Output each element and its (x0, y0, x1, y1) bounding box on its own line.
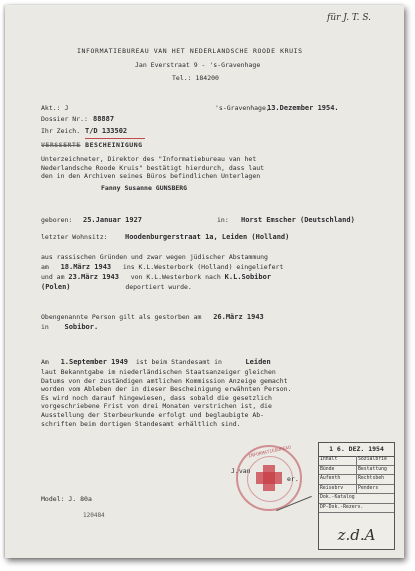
stamp-row: Reisebrv Penders (319, 485, 394, 495)
registry-am: Am (41, 358, 49, 366)
heading-struck: VERSSERTE (41, 141, 81, 149)
receipt-stamp (318, 442, 395, 550)
model-label: Model: J. 80a (41, 495, 92, 503)
handwritten-note: für J. T. S. (327, 13, 372, 23)
certificate-document (5, 5, 404, 558)
deport-date-1: 18.März 1943 (60, 263, 112, 271)
deport-westerbork: ins K.L.Westerbork (Holland) eingeliefert (122, 263, 284, 271)
signature-prefix: J.van (231, 467, 251, 475)
letterhead-address: Jan Everstraat 9 - 's-Gravenhage (135, 61, 261, 69)
signature-suffix: er. (287, 475, 299, 483)
place: 's-Gravenhage, (215, 104, 270, 112)
ihr-zeichen-value: T/D 133502 (85, 127, 128, 135)
deport-date-2: 23.März 1943 (68, 273, 119, 281)
registry-place: Leiden (245, 358, 271, 366)
red-underline (85, 138, 145, 139)
registry-standesamt: ist beim Standesamt in (135, 358, 222, 366)
born-place: Horst Emscher (Deutschland) (241, 216, 355, 224)
death-place: Sobibor. (64, 323, 99, 331)
death-line-2 (41, 323, 98, 331)
stamp-signature: z.d.A (337, 526, 376, 544)
deport-camp: K.L.Sobibor (224, 273, 272, 281)
death-line-1 (41, 313, 264, 321)
deport-wurde: deportiert wurde. (125, 283, 192, 291)
model-number: 120484 (83, 512, 105, 519)
residence-label: letzter Wohnsitz: (41, 233, 108, 241)
deport-line-2 (41, 263, 283, 271)
death-date: 26.März 1943 (213, 313, 264, 321)
deport-nach: von K.L.Westerbork nach (130, 273, 221, 281)
born-date: 25.Januar 1927 (83, 216, 143, 224)
residence-value: Hoodenburgerstraat 1a, Leiden (Holland) (125, 233, 290, 241)
dossier-number: 88887 (93, 115, 115, 123)
dossier-label: Dossier Nr.: (41, 115, 88, 123)
stamp-row: Inhalt Sozialbrie (319, 456, 394, 466)
deport-country: (Polen) (41, 283, 71, 291)
deport-line-1: aus rassischen Gründen und zwar wegen jüdischer Abstammung (41, 253, 268, 261)
stamp-row: Aufenth Rechtsbeh (319, 475, 394, 485)
letterhead-org: INFORMATIEBUREAU VAN HET NEDERLANDSCHE ROODE KRUIS (77, 47, 303, 55)
registry-paragraph: laut Bekanntgabe im niederländischen Staatsanzeiger gleichen Datums von der zuständigen amtlichen Kommission Anzeige gemacht worden vom Ableben der in dieser Bescheinigung erwähnten Person. Es wird noch darauf hingewiesen, dass sobald die gesetzlich vorgeschriebene Frist von drei Monaten verstrichen ist, die Ausstellung der Sterbeurkunde erfolgt und beglaubigte Ab- schriften beim dortigen Standesamt erhältlich sind. (41, 368, 292, 428)
deport-und-am: und am (41, 273, 65, 281)
ihr-zeichen-label: Ihr Zeich. (41, 127, 81, 135)
date: 13.Dezember 1954. (267, 104, 339, 112)
deport-am: am (41, 263, 49, 271)
registry-date: 1.September 1949 (60, 358, 129, 366)
death-in: in (41, 323, 49, 331)
intro-paragraph: Unterzeichneter, Direktor des "Informatiebureau van het Nederlandsche Roode Kruis" bestätigt hierdurch, dass laut den in den Archiven seines Büros befindlichen Unterlagen (41, 155, 265, 181)
stamp-row: Bünde Bestattung (319, 466, 394, 476)
death-text: Obengenannte Person gilt als gestorben am (41, 313, 202, 321)
letterhead-phone: Tel.: 184200 (172, 74, 219, 82)
deport-line-3 (41, 273, 271, 281)
born-label: geboren: (41, 216, 73, 224)
stamp-row: DP-Dok.-Rezerv. (319, 504, 394, 514)
stamp-date: 1 6. DEZ. 1954 (319, 443, 394, 457)
stamp-row: Dok.-Katalog (319, 494, 394, 504)
seal-text: INFORMATIEBUREAU (247, 445, 292, 460)
person-name: Fanny Susanne GUNSBERG (101, 184, 188, 192)
akt-reference: Akt.: J (41, 104, 69, 112)
document-heading (41, 141, 143, 149)
heading-title: BESCHEINIGUNG (85, 141, 143, 149)
deport-line-4 (41, 283, 192, 291)
born-in-label: in: (217, 216, 229, 224)
registry-line-1 (41, 358, 271, 366)
stamp-grid (319, 456, 394, 513)
